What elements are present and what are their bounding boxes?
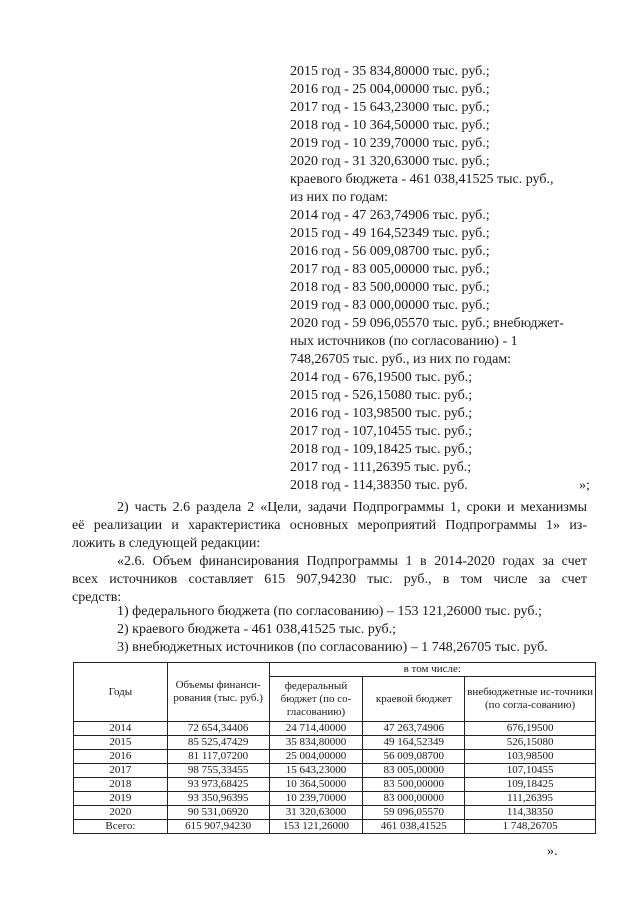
cell-federal: 24 714,40000 [269, 722, 363, 736]
header-federal: федеральный бюджет (по со-гласованию) [269, 677, 363, 722]
paragraph-line: ложить в следующей редакции: [72, 536, 261, 551]
year-line: 2017 год - 15 643,23000 тыс. руб.; [290, 100, 490, 115]
paragraph-line: всех источников составляет 615 907,94230 тыс. руб., в том числе за счет [72, 572, 587, 587]
cell-extrabudget: 526,15080 [465, 736, 596, 750]
cell-federal: 10 239,70000 [269, 792, 363, 806]
table-row [74, 778, 596, 792]
table-header-row [74, 663, 596, 677]
cell-total: 98 755,33455 [167, 764, 269, 778]
year-line: 2015 год - 49 164,52349 тыс. руб.; [290, 226, 490, 241]
paragraph-line: её реализации и характеристика основных мероприятий Подпрограммы 1» из- [72, 518, 587, 533]
table-row [74, 792, 596, 806]
header-total: Объемы финанси-рования (тыс. руб.) [167, 663, 269, 722]
header-extrabudget: внебюджетные ис-точники (по согла-сованию) [465, 677, 596, 722]
cell-federal: 25 004,00000 [269, 750, 363, 764]
cell-year: 2018 [74, 778, 168, 792]
cell-year: 2015 [74, 736, 168, 750]
cell-regional: 461 038,41525 [363, 820, 465, 834]
financing-table [73, 662, 596, 834]
cell-extrabudget: 676,19500 [465, 722, 596, 736]
year-line: 2020 год - 31 320,63000 тыс. руб.; [290, 154, 490, 169]
cell-total: 93 973,68425 [167, 778, 269, 792]
cell-total: 615 907,94230 [167, 820, 269, 834]
cell-extrabudget: 114,38350 [465, 806, 596, 820]
header-regional: краевой бюджет [363, 677, 465, 722]
extrabudget-line: ных источников (по согласованию) - 1 [290, 334, 518, 349]
cell-extrabudget: 103,98500 [465, 750, 596, 764]
header-years: Годы [74, 663, 168, 722]
cell-regional: 49 164,52349 [363, 736, 465, 750]
paragraph-line: 2) часть 2.6 раздела 2 «Цели, задачи Подпрограммы 1, сроки и механизмы [117, 500, 587, 515]
extrabudget-line: 748,26705 тыс. руб., из них по годам: [290, 352, 512, 367]
cell-year: 2019 [74, 792, 168, 806]
paragraph-line: средств: [72, 590, 122, 605]
cell-federal: 35 834,80000 [269, 736, 363, 750]
year-line: 2016 год - 103,98500 тыс. руб.; [290, 406, 473, 421]
cell-year: 2014 [74, 722, 168, 736]
cell-regional: 47 263,74906 [363, 722, 465, 736]
closing-quote: »; [579, 478, 590, 493]
year-line: 2018 год - 114,38350 тыс. руб. [290, 478, 468, 493]
cell-regional: 59 096,05570 [363, 806, 465, 820]
source-item: 3) внебюджетных источников (по согласованию) – 1 748,26705 тыс. руб. [117, 640, 548, 655]
cell-regional: 56 009,08700 [363, 750, 465, 764]
table-row [74, 722, 596, 736]
cell-total: 90 531,06920 [167, 806, 269, 820]
table-total-row [74, 820, 596, 834]
year-line: 2018 год - 10 364,50000 тыс. руб.; [290, 118, 490, 133]
cell-extrabudget: 111,26395 [465, 792, 596, 806]
year-line: 2016 год - 25 004,00000 тыс. руб.; [290, 82, 490, 97]
year-line: 2016 год - 56 009,08700 тыс. руб.; [290, 244, 490, 259]
source-item: 2) краевого бюджета - 461 038,41525 тыс. руб.; [117, 622, 397, 637]
closing-quote-end: ». [547, 844, 558, 859]
year-line: 2014 год - 676,19500 тыс. руб.; [290, 370, 473, 385]
cell-total: 85 525,47429 [167, 736, 269, 750]
cell-extrabudget: 107,10455 [465, 764, 596, 778]
cell-total-label: Всего: [74, 820, 168, 834]
year-line: 2018 год - 83 500,00000 тыс. руб.; [290, 280, 490, 295]
cell-extrabudget: 109,18425 [465, 778, 596, 792]
year-line: 2015 год - 35 834,80000 тыс. руб.; [290, 64, 490, 79]
cell-year: 2020 [74, 806, 168, 820]
year-line: 2014 год - 47 263,74906 тыс. руб.; [290, 208, 490, 223]
cell-regional: 83 005,00000 [363, 764, 465, 778]
table-row [74, 750, 596, 764]
source-item: 1) федерального бюджета (по согласованию) – 153 121,26000 тыс. руб.; [117, 604, 542, 619]
table-row [74, 764, 596, 778]
year-line: 2017 год - 83 005,00000 тыс. руб.; [290, 262, 490, 277]
year-line: 2020 год - 59 096,05570 тыс. руб.; внебюджет- [290, 316, 564, 331]
year-line: 2019 год - 10 239,70000 тыс. руб.; [290, 136, 490, 151]
cell-federal: 10 364,50000 [269, 778, 363, 792]
cell-regional: 83 000,00000 [363, 792, 465, 806]
cell-year: 2017 [74, 764, 168, 778]
table-row [74, 806, 596, 820]
cell-federal: 15 643,23000 [269, 764, 363, 778]
cell-federal: 31 320,63000 [269, 806, 363, 820]
year-line: 2018 год - 109,18425 тыс. руб.; [290, 442, 473, 457]
cell-extrabudget: 1 748,26705 [465, 820, 596, 834]
by-year-caption: из них по годам: [290, 190, 389, 205]
year-line: 2017 год - 107,10455 тыс. руб.; [290, 424, 473, 439]
regional-budget-line: краевого бюджета - 461 038,41525 тыс. руб., [290, 172, 554, 187]
year-line: 2015 год - 526,15080 тыс. руб.; [290, 388, 473, 403]
cell-total: 72 654,34406 [167, 722, 269, 736]
cell-total: 93 350,96395 [167, 792, 269, 806]
paragraph-line: «2.6. Объем финансирования Подпрограммы 1 в 2014-2020 годах за счет [117, 554, 587, 569]
header-including: в том числе: [269, 663, 595, 677]
cell-federal: 153 121,26000 [269, 820, 363, 834]
table-row [74, 736, 596, 750]
year-line: 2017 год - 111,26395 тыс. руб.; [290, 460, 472, 475]
cell-regional: 83 500,00000 [363, 778, 465, 792]
cell-total: 81 117,07200 [167, 750, 269, 764]
cell-year: 2016 [74, 750, 168, 764]
year-line: 2019 год - 83 000,00000 тыс. руб.; [290, 298, 490, 313]
